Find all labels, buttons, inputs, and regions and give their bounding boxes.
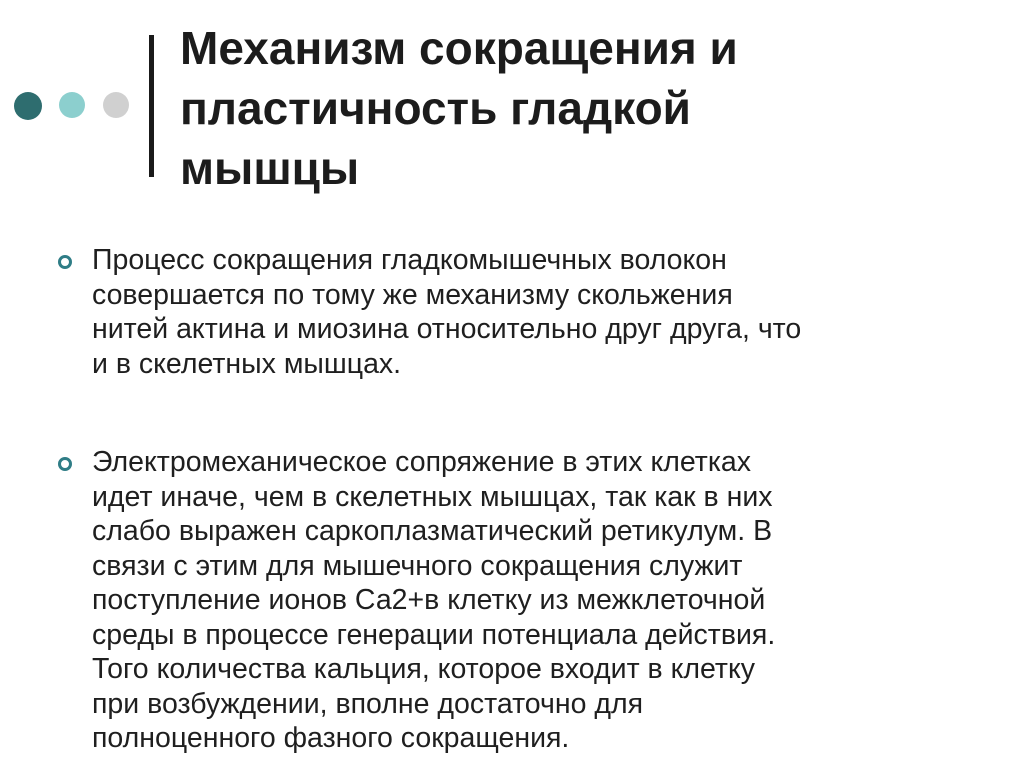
bullet-item	[50, 243, 990, 381]
bullet-line: и в скелетных мышцах.	[92, 347, 402, 380]
dot-mid-icon	[59, 92, 85, 118]
bullet-line: идет иначе, чем в скелетных мышцах, так как в них	[92, 480, 773, 513]
bullet-line: Того количества кальция, которое входит в клетку	[92, 653, 756, 685]
bullet-text	[92, 445, 990, 756]
bullet-line: связи с этим для мышечного сокращения служит	[92, 549, 743, 582]
slide-title	[180, 18, 940, 198]
bullet-text	[92, 243, 990, 381]
title-divider	[149, 35, 154, 177]
bullet-line: среды в процессе генерации потенциала действия.	[92, 618, 776, 651]
bullet-line: при возбуждении, вполне достаточно для	[92, 687, 644, 720]
title-line: пластичность гладкой	[180, 82, 691, 134]
bullet-line: Процесс сокращения гладкомышечных волокон	[92, 244, 727, 276]
bullet-line: полноценного фазного сокращения.	[92, 722, 570, 754]
decorative-dots	[0, 0, 140, 200]
bullet-line: Электромеханическое сопряжение в этих клетках	[92, 446, 752, 478]
bullet-line: совершается по тому же механизму скольжения	[92, 278, 733, 311]
title-line: мышцы	[180, 142, 360, 194]
bullet-item	[50, 445, 990, 756]
bullet-list	[50, 243, 990, 756]
bullet-ring-icon	[58, 457, 72, 471]
dot-light-icon	[103, 92, 129, 118]
bullet-line: слабо выражен саркоплазматический ретикулум. В	[92, 515, 773, 547]
bullet-ring-icon	[58, 255, 72, 269]
bullet-line: поступление ионов Са2+в клетку из межклеточной	[92, 584, 766, 616]
bullet-line: нитей актина и миозина относительно друг друга, что	[92, 313, 802, 345]
title-line: Механизм сокращения и	[180, 22, 738, 74]
dot-dark-icon	[14, 92, 42, 120]
